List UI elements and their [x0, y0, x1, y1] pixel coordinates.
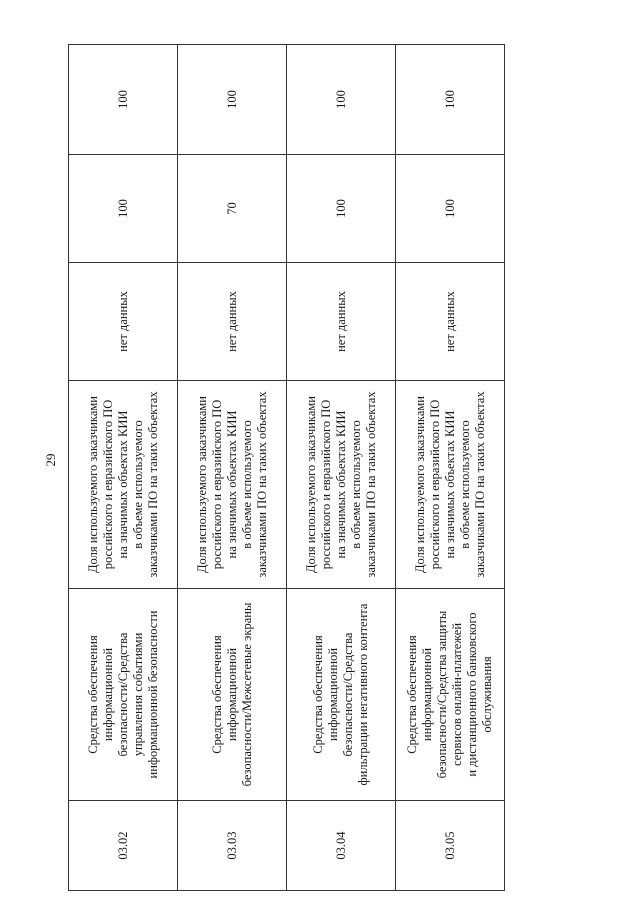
cell-value-2: 100 [396, 45, 505, 155]
cell-base-value: нет данных [69, 263, 178, 381]
indicator-table-rotated [68, 45, 504, 891]
cell-indicator: Доля используемого заказчиками российского и евразийского ПО на значимых объектах КИИ в объеме используемого заказчиками ПО на таких объектах [287, 381, 396, 589]
table-row [69, 45, 178, 891]
indicator-table [68, 44, 505, 891]
cell-value-2: 100 [69, 45, 178, 155]
cell-code: 03.04 [287, 801, 396, 891]
cell-value-2: 100 [178, 45, 287, 155]
cell-value-1: 100 [69, 155, 178, 263]
cell-code: 03.03 [178, 801, 287, 891]
cell-indicator: Доля используемого заказчиками российского и евразийского ПО на значимых объектах КИИ в объеме используемого заказчиками ПО на таких объектах [178, 381, 287, 589]
cell-value-2: 100 [287, 45, 396, 155]
cell-code: 03.05 [396, 801, 505, 891]
cell-base-value: нет данных [396, 263, 505, 381]
cell-name: Средства обеспечения информационной безопасности/Средства управления событиями информационной безопасности [69, 589, 178, 801]
cell-value-1: 70 [178, 155, 287, 263]
table-row [178, 45, 287, 891]
cell-indicator: Доля используемого заказчиками российского и евразийского ПО на значимых объектах КИИ в объеме используемого заказчиками ПО на таких объектах [396, 381, 505, 589]
cell-name: Средства обеспечения информационной безопасности/Межсетевые экраны [178, 589, 287, 801]
indicator-table-frame [68, 45, 504, 891]
table-row [396, 45, 505, 891]
cell-name: Средства обеспечения информационной безопасности/Средства фильтрации негативного контента [287, 589, 396, 801]
cell-base-value: нет данных [178, 263, 287, 381]
page-number: 29 [43, 453, 58, 467]
cell-value-1: 100 [396, 155, 505, 263]
cell-value-1: 100 [287, 155, 396, 263]
cell-indicator: Доля используемого заказчиками российского и евразийского ПО на значимых объектах КИИ в объеме используемого заказчиками ПО на таких объектах [69, 381, 178, 589]
cell-name: Средства обеспечения информационной безопасности/Средства защиты сервисов онлайн-платежей и дистанционного банковского обслуживания [396, 589, 505, 801]
table-row [287, 45, 396, 891]
cell-code: 03.02 [69, 801, 178, 891]
cell-base-value: нет данных [287, 263, 396, 381]
